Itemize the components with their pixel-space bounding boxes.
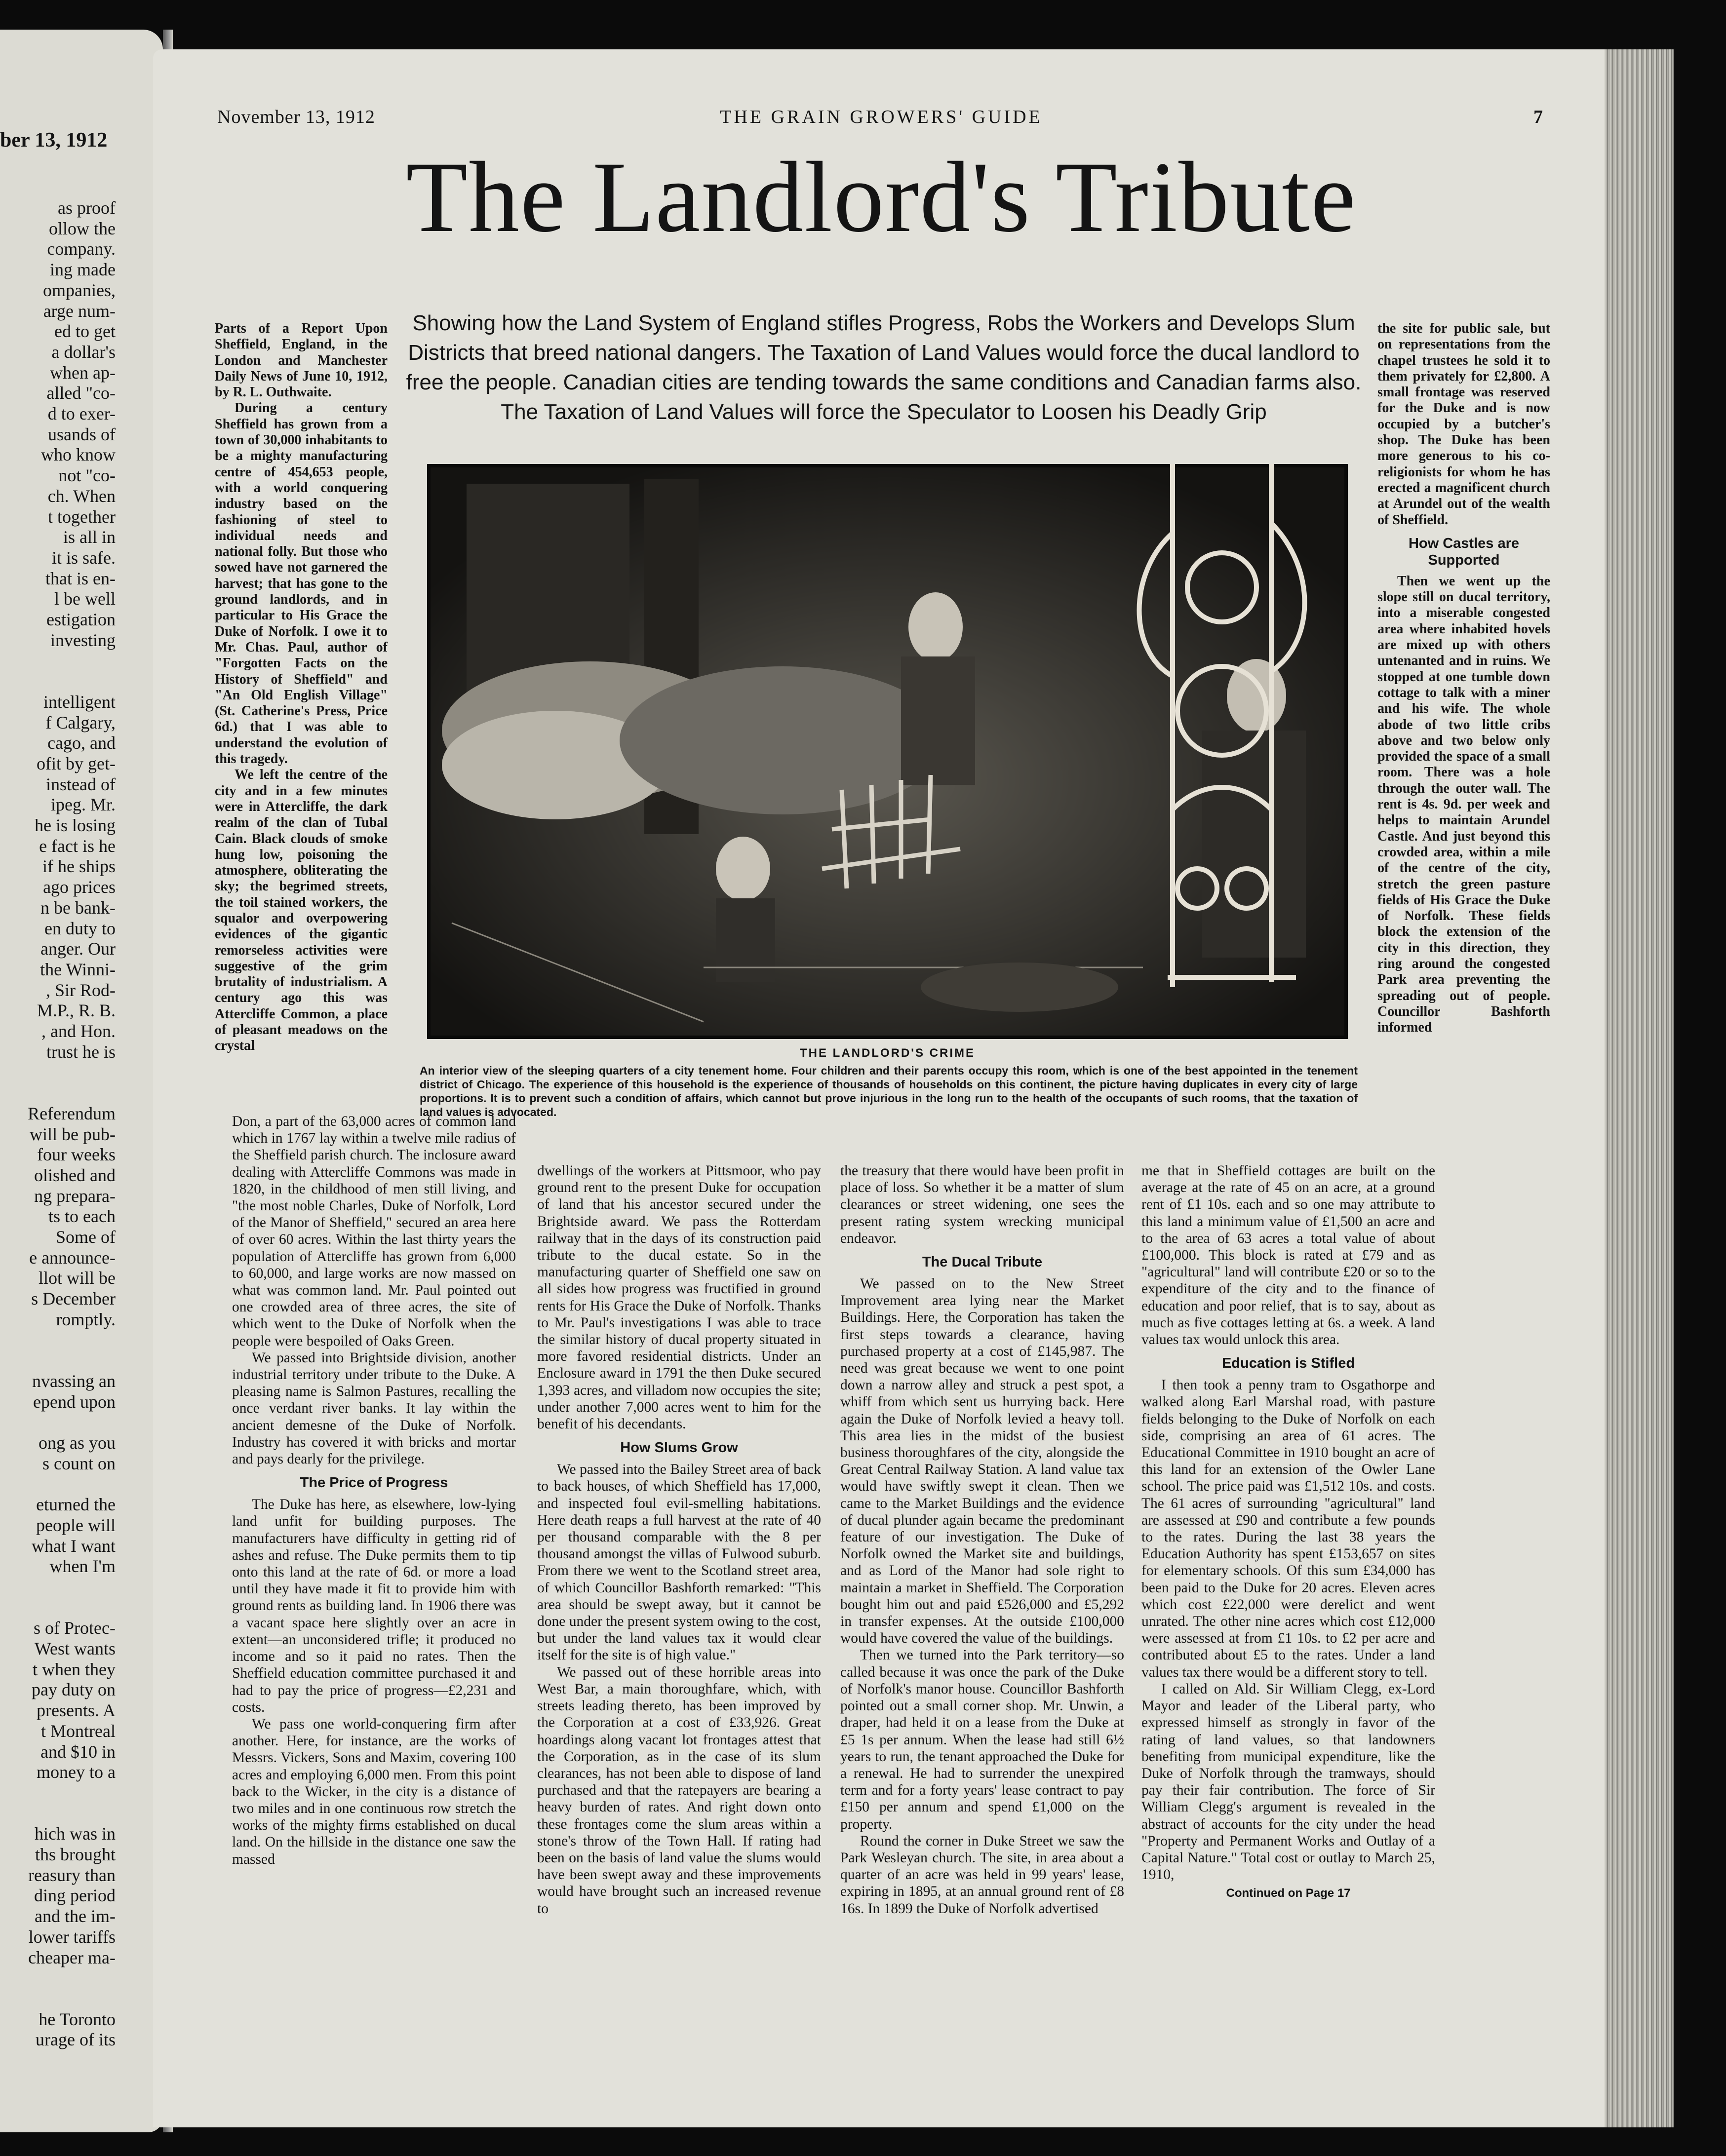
column-4-narrow: [1377, 321, 1550, 1036]
left-page-line: pay duty on: [32, 1680, 116, 1700]
left-page-line: eturned the: [36, 1495, 116, 1515]
left-page-line: olished and: [34, 1165, 116, 1185]
left-page-line: s count on: [42, 1453, 116, 1473]
paragraph: We pass one world-conquering firm after another. Here, for instance, are the works of Messrs. Vickers, Sons and Maxim, covering 100 acres and employing 6,000 men. From this point back to the Wicker, in the city is a distance of two miles and in one continuous row stretch the works of the mighty firms established on ducal land. On the hillside in the distance one saw the massed: [232, 1716, 516, 1867]
left-page-line: ch. When: [47, 486, 116, 506]
column-1: [232, 1113, 516, 1868]
paragraph: me that in Sheffield cottages are built on the average at the rate of 45 on an acre, at a ground rent of £1 10s. each and so one may attribute to this land a minimum value of £1,500 an acre and to the area of 63 acres a total value of about £100,000. This block is rated at £79 and as "agricultural" land will contribute £20 or so to the expenditure of the city and to the finance of education and poor relief, that is to say, about as much as five cottages letting at 6s. a week. A land values tax would unlock this area.: [1141, 1163, 1435, 1348]
left-page-line: cheaper ma-: [28, 1947, 116, 1967]
newspaper-page: [153, 49, 1609, 2127]
left-page-line: what I want: [32, 1536, 116, 1556]
column-1-narrow: [215, 321, 388, 1054]
left-page-line: ths brought: [35, 1845, 116, 1864]
left-page-line: will be pub-: [30, 1124, 116, 1144]
paragraph: During a century Sheffield has grown from a town of 30,000 inhabitants to be a mighty manufacturing centre of 454,653 people, with a world conquering industry based on the fashioning of steel to individual needs and national folly. But those who sowed have not garnered the harvest; that has gone to the ground landlords, and in particular to His Grace the Duke of Norfolk. I owe it to Mr. Chas. Paul, author of "Forgotten Facts on the History of Sheffield" and "An Old English Village" (St. Catherine's Press, Price 6d.) that I was able to understand the evolution of this tragedy.: [215, 400, 388, 767]
left-page-line: d to exer-: [47, 404, 116, 424]
paragraph: dwellings of the workers at Pittsmoor, who pay ground rent to the present Duke for occupation of land that his ancestor secured under the Brightside award. We pass the Rotterdam railway that in the days of its construction paid tribute to the ducal estate. So in the manufacturing quarter of Sheffield one saw on all sides how progress was fructified in ground rents for His Grace the Duke of Norfolk. Thanks to Mr. Paul's investigations I was able to trace the similar history of ducal property situated in more favored residential districts. Under an Enclosure award in 1791 the then Duke secured 1,393 acres, and villadom now occupies the site; under another 7,000 acres went to him for the benefit of his decendants.: [537, 1163, 821, 1432]
tenement-room-photo: [427, 464, 1348, 1039]
continued-notice: Continued on Page 17: [1226, 1886, 1351, 1900]
left-page-line: West wants: [34, 1639, 116, 1658]
left-page-line: a dollar's: [51, 342, 116, 362]
running-head: [217, 106, 1545, 131]
left-page-line: s of Protec-: [34, 1618, 116, 1638]
left-page-line: the Winni-: [40, 959, 116, 979]
left-page-line: s December: [31, 1289, 116, 1309]
left-page-line: ed to get: [54, 321, 116, 342]
left-page-line: romptly.: [56, 1309, 116, 1329]
paragraph: Then we turned into the Park territory—so called because it was once the park of the Duke of Norfolk's manor house. Councillor Bashforth pointed out a small corner shop. Mr. Unwin, a draper, had held it on a lease from the Duke at £5 1s per annum. When the lease had still 6½ years to run, the tenant approached the Duke for a renewal. He had to surrender the unexpired term and for a forty years' lease contract to pay £150 per annum and spend £1,000 on the property.: [840, 1647, 1124, 1832]
left-page-line: that is en-: [45, 568, 116, 588]
left-page-line: ong as you: [39, 1433, 116, 1453]
page-stack-edge: [1605, 49, 1674, 2127]
left-page-line: e fact is he: [39, 836, 116, 856]
left-page-line: ollow the: [49, 218, 116, 238]
left-page-line: llot will be: [39, 1268, 116, 1288]
left-page-line: Referendum: [28, 1103, 116, 1123]
column-2: [537, 1162, 821, 1917]
column-4: [1141, 1162, 1435, 1902]
left-page-line: ding period: [34, 1886, 116, 1906]
paragraph: We left the centre of the city and in a few minutes were in Attercliffe, the dark realm of the clan of Tubal Cain. Black clouds of smoke hung low, poisoning the atmosphere, obliterating the sky; the begrimed streets, the toil stained workers, the squalor and overpowering evidences of the gigantic remorseless activities were suggestive of the grim brutality of industrialism. A century ago this was Attercliffe Common, a place of pleasant meadows on the crystal: [215, 767, 388, 1054]
column-3: [840, 1162, 1124, 1917]
paragraph: Don, a part of the 63,000 acres of common land which in 1767 lay within a twelve mile radius of the Sheffield parish church. The inclosure award dealing with Attercliffe Commons was made in 1820, in the childhood of men still living, and "the most noble Charles, Duke of Norfolk, Lord of the Manor of Sheffield," secured an area here of over 60 acres. Within the last thirty years the population of Attercliffe has grown from 6,000 to 60,000, and large works are now massed on what was common land. Mr. Paul pointed out one crowded area of three acres, the site of which went to the Duke of Norfolk when the people were bespoiled of Oaks Green.: [232, 1114, 516, 1349]
left-page-line: when I'm: [49, 1556, 116, 1577]
left-page-line: t together: [48, 506, 116, 527]
left-page-line: intelligent: [43, 692, 116, 712]
left-page-line: , Sir Rod-: [45, 980, 116, 1000]
article-deck: Showing how the Land System of England stifles Progress, Robs the Workers and Develops Slum Districts that breed national dangers. The Taxation of Land Values would force the ducal landlord to free the people. Canadian cities are tending towards the same conditions and Canadian farms also. The Taxation of Land Values will force the Speculator to Loosen his Deadly Grip: [406, 311, 1362, 424]
subheading: Education is Stifled: [1221, 1355, 1355, 1372]
left-page-line: reasury than: [28, 1865, 116, 1885]
left-page-line: ts to each: [48, 1206, 116, 1227]
article-headline: The Landlord's Tribute: [406, 141, 1357, 253]
left-page-line: f Calgary,: [45, 712, 116, 732]
photo-caption: An interior view of the sleeping quarters of a city tenement home. Four children and their parents occupy this room, which is one of the best appointed in the tenement district of Chicago. The experience of this household is the experience of thousands of households on this continent, the picture having duplicates in every city of large proportions. It is to prevent such a condition of affairs, which cannot but prove injurious in the long run to the health of the occupants of such rooms, that the taxation of land values is advocated.: [420, 1064, 1358, 1118]
left-page-line: people will: [36, 1515, 116, 1535]
subheading: How Slums Grow: [620, 1440, 738, 1456]
photo-caption-title: THE LANDLORD'S CRIME: [799, 1046, 976, 1060]
left-page-line: when ap-: [50, 362, 116, 383]
left-page-line: epend upon: [33, 1391, 116, 1412]
publication-title: THE GRAIN GROWERS' GUIDE: [720, 107, 1043, 127]
left-page-line: money to a: [37, 1762, 116, 1782]
paragraph: Round the corner in Duke Street we saw the Park Wesleyan church. The site, in area about a quarter of an acre was held in 99 years' lease, expiring in 1895, at an annual ground rent of £8 16s. In 1899 the Duke of Norfolk advertised: [840, 1833, 1124, 1917]
left-page-line: en duty to: [44, 918, 116, 938]
paragraph: The Duke has here, as elsewhere, low-lying land unfit for building purposes. The manufacturers have difficulty in getting rid of ashes and refuse. The Duke permits them to tip onto this land at the rate of 6d. or more a load until they have made it fit to provide him with ground rents as building land. In 1906 there was a vacant space here slightly over an acre in extent—an unconsidered trifle; it produced no income and so it paid no rates. Then the Sheffield education committee purchased it and had to pay the price of progress—£2,231 and costs.: [232, 1497, 516, 1715]
left-page-line: , and Hon.: [41, 1021, 116, 1041]
subheading: The Price of Progress: [300, 1475, 448, 1491]
paragraph: We passed on to the New Street Improvement area lying near the Market Buildings. Here, the Corporation has taken the first steps towards a clearance, having purchased property at a cost of £145,987. The need was great because we went to one point down a narrow alley and struck a pest spot, a whiff from which sent us hurrying back. Here again the Duke of Norfolk levied a heavy toll. This area lies in the midst of the busiest business thoroughfares of the city, alongside the Great Central Railway Station. A land value tax would have swiftly swept it clean. Then we came to the Market Buildings and the evidence of ducal plunder again became the predominant feature of our investigation. The Duke of Norfolk owned the Market site and buildings, and as Lord of the Manor had sole right to maintain a market in Sheffield. The Corporation bought him out and paid £526,000 and £5,292 in transfer expenses. At the outside £100,000 would have covered the value of the buildings.: [840, 1276, 1124, 1647]
left-page-line: is all in: [63, 527, 116, 547]
paragraph: the treasury that there would have been profit in place of loss. So whether it be a matter of slum clearances or street widening, one sees the present rating system wrecking municipal endeavor.: [840, 1163, 1124, 1246]
byline: Parts of a Report Upon Sheffield, England, in the London and Manchester Daily News of June 10, 1912, by R. L. Outhwaite.: [215, 321, 388, 400]
left-page-line: estigation: [46, 610, 116, 629]
subheading: How Castles are Supported: [1408, 535, 1520, 568]
left-page-line: urage of its: [36, 2030, 116, 2050]
left-page-line: t Montreal: [41, 1721, 116, 1741]
left-page-line: instead of: [46, 774, 116, 794]
left-page-line: it is safe.: [52, 547, 116, 568]
left-page-line: ofit by get-: [37, 753, 116, 773]
left-page-date: ber 13, 1912: [0, 129, 108, 152]
left-page-line: ing made: [50, 260, 116, 280]
left-page-line: he Toronto: [39, 2009, 116, 2029]
left-page-line: l be well: [54, 589, 116, 609]
left-page-line: t when they: [33, 1659, 116, 1679]
left-page-line: who know: [41, 445, 116, 465]
paragraph: We passed into the Bailey Street area of back to back houses, of which Sheffield has 17,000, and inspected foul evil-smelling habitations. Here death reaps a full harvest at the rate of 40 per thousand comparable with the 8 per thousand amongst the villas of Fulwood suburb. From there we went to the Scotland street area, of which Councillor Bashforth remarked: "This area should be swept away, but it cannot be done under the present system owing to the cost, but under the land values tax it would clear itself for the site is of high value.": [537, 1462, 821, 1663]
left-page-line: he is losing: [34, 815, 116, 835]
article-photo: [427, 464, 1348, 1039]
left-page-line: n be bank-: [40, 897, 116, 918]
left-page-line: alled "co-: [46, 383, 116, 403]
left-page-line: if he ships: [42, 856, 116, 877]
left-page-line: ompanies,: [43, 280, 116, 300]
left-page-line: and the im-: [35, 1906, 116, 1926]
left-page-line: not "co-: [58, 465, 116, 486]
paragraph: We passed out of these horrible areas into West Bar, a main thoroughfare, which, with streets leading thereto, has been improved by the Corporation at a cost of £33,926. Great hoardings along vacant lot frontages attest that the Corporation, as in the case of its slum clearances, has not been able to dispose of land purchased and that the ratepayers are bearing a heavy burden of rates. And right down onto these frontages come the slum areas within a stone's throw of the Town Hall. If rating had been on the basis of land value the slums would have been swept away and these improvements would have brought such an increased revenue to: [537, 1664, 821, 1917]
left-page-line: hich was in: [35, 1824, 116, 1844]
left-page-fragment: [0, 30, 163, 2132]
left-page-line: company.: [47, 239, 116, 259]
page-number: 7: [1533, 107, 1545, 127]
issue-date: November 13, 1912: [217, 107, 375, 127]
left-page-line: usands of: [48, 424, 116, 444]
paragraph: We passed into Brightside division, another industrial territory under tribute to the Duke. A pleasing name is Salmon Pastures, recalling the once verdant river banks. It lay within the ancient demesne of the Duke of Norfolk. Industry has covered it with bricks and mortar and pays dearly for the privilege.: [232, 1349, 516, 1467]
left-page-line: nvassing an: [32, 1371, 116, 1391]
left-page-line: anger. Our: [40, 939, 116, 959]
paragraph: the site for public sale, but on representations from the chapel trustees he sold it to them privately for £2,800. A small frontage was reserved for the Duke and is now occupied by a butcher's shop. The Duke has been more generous to his co-religionists for whom he has erected a magnificent church at Arundel out of the wealth of Sheffield.: [1377, 321, 1550, 528]
left-page-line: trust he is: [46, 1041, 116, 1062]
left-page-line: ng prepara-: [34, 1186, 116, 1206]
paragraph: Then we went up the slope still on ducal territory, into a miserable congested area where inhabited hovels are mixed up with others untenanted and in ruins. We stopped at one tumble down cottage to talk with a miner and his wife. The whole abode of two little cribs above and two below only provided the space of a small room. There was a hole through the outer wall. The rent is 4s. 9d. per week and helps to maintain Arundel Castle. And just beyond this crowded area, within a mile of the centre of the city, stretch the green pasture fields of His Grace the Duke of Norfolk. These fields block the extension of the city in this direction, they ring around the congested Park area preventing the spreading out of people. Councillor Bashforth informed: [1377, 573, 1550, 1036]
left-page-line: Some of: [56, 1227, 116, 1247]
left-page-line: lower tariffs: [28, 1926, 116, 1947]
left-page-line: cago, and: [47, 733, 116, 753]
left-page-line: presents. A: [37, 1700, 116, 1721]
subheading: The Ducal Tribute: [922, 1254, 1043, 1270]
left-page-line: e announce-: [29, 1247, 116, 1268]
left-page-line: arge num-: [43, 301, 116, 321]
left-page-line: ipeg. Mr.: [51, 795, 116, 815]
paragraph: I then took a penny tram to Osgathorpe and walked along Earl Marshal road, with pasture fields belonging to the Duke of Norfolk on each side, comprising an area of 61 acres. The Educational Committee in 1910 bought an acre of this land for an extension of the Owler Lane school. The price paid was £1,512 10s. and costs. The 61 acres of surrounding "agricultural" land are assessed at £90 and contribute a few pounds to the rates. During the last 38 years the Education Authority has spent £153,657 on sites for elementary schools. Of this sum £34,000 has been paid to the Duke for 20 acres. Eleven acres which cost £22,000 were derelict and went unrated. The other nine acres which cost £12,000 were assessed at from £1 10s. to £2 per acre and contributed about £5 to the rates. Under a land values tax there would be a different story to tell.: [1141, 1377, 1435, 1680]
paragraph: I called on Ald. Sir William Clegg, ex-Lord Mayor and leader of the Liberal party, who expressed himself as strongly in favor of the rating of land values, so that landowners benefiting from municipal expenditure, like the Duke of Norfolk through the tramways, should pay their fair contribution. The force of Sir William Clegg's argument is revealed in the abstract of accounts for the city under the head "Property and Permanent Works and Outlay of a Capital Nature." Total cost or outlay to March 25, 1910,: [1141, 1681, 1435, 1883]
left-page-line: as proof: [58, 198, 116, 218]
left-page-line: and $10 in: [40, 1741, 116, 1762]
left-page-line: investing: [50, 630, 116, 650]
left-page-line: M.P., R. B.: [37, 1001, 116, 1021]
left-page-line: four weeks: [37, 1145, 116, 1165]
left-page-line: ago prices: [43, 877, 116, 897]
